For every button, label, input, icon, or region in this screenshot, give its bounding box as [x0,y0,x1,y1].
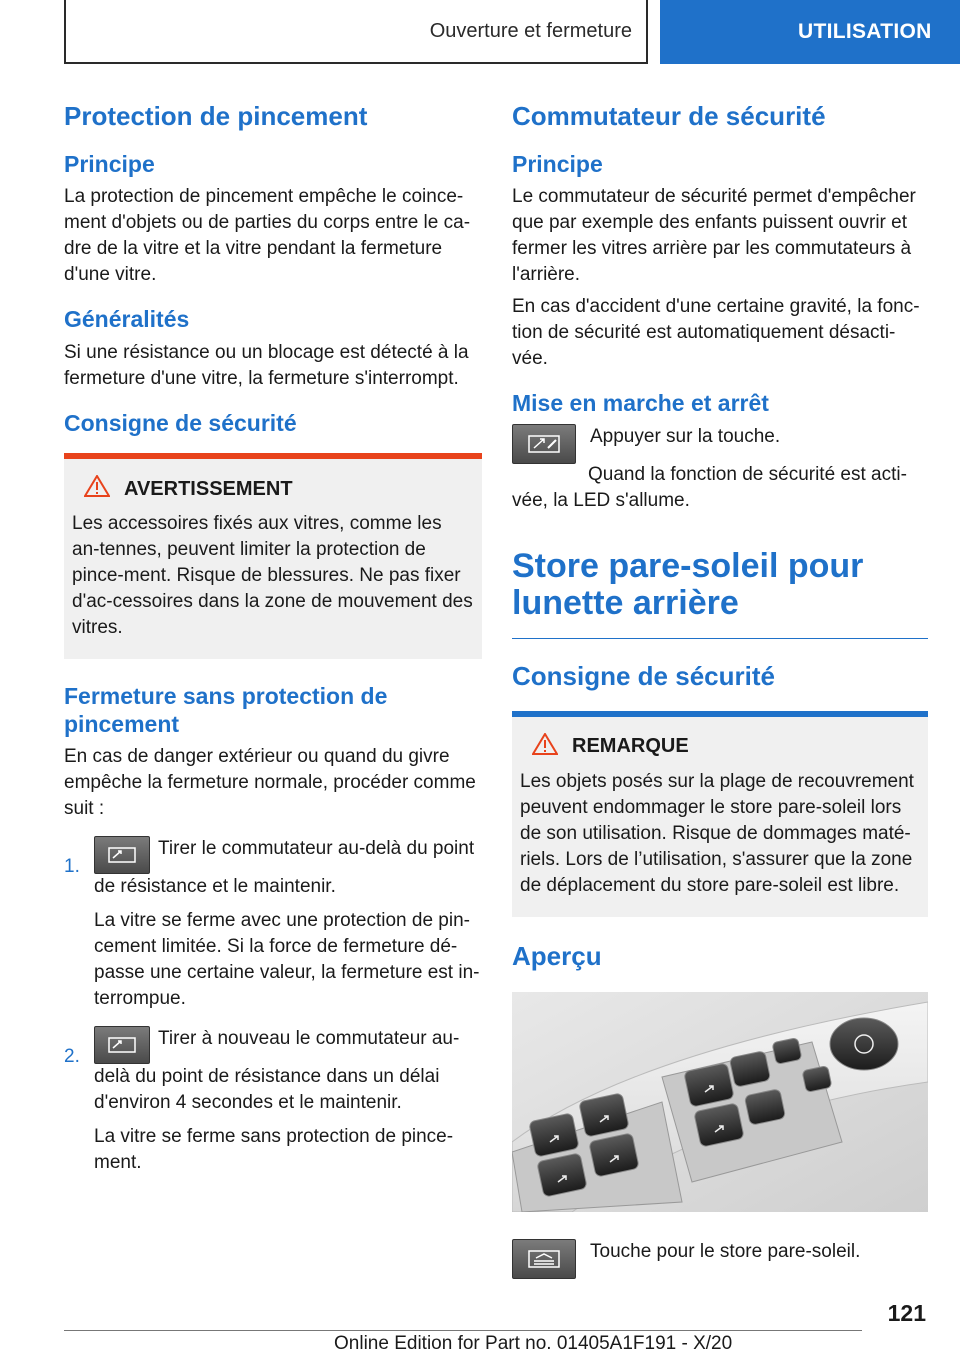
principe-text-2: En cas d'accident d'une certaine gravité, la fonc-tion de sécurité est automatiquement désacti-vée. [512,296,920,370]
store-title: Store pare-soleil pour lunette arrière [512,546,864,623]
touche-row [512,1239,928,1279]
step-text: Tirer à nouveau le commutateur au-delà du point de résistance dans un délai d'environ 4 secondes et le maintenir. [94,1028,460,1114]
header-section-title: Ouverture et fermeture [429,19,632,42]
fermeture-heading: Fermeture sans protection de pincement [64,683,388,737]
footer-divider [64,1330,862,1331]
consigne-heading: Consigne de sécurité [64,409,297,436]
principe-text: Le commutateur de sécurité permet d'empêcher que par exemple des enfants puissent ouvrir et fermer les vitres arrière par les commutateurs à l'arrière. [512,186,916,286]
footer-edition: Online Edition for Part no. 01405A1F191 - X/20 [334,1333,733,1354]
marche-row [512,424,928,464]
warning-title [72,475,474,503]
principe-heading: Principe [512,150,603,177]
left-column [64,100,482,1190]
header-section [64,0,648,64]
step-detail: La vitre se ferme avec une protection de pin-cement limitée. Si la force de fermeture dé-passe une certaine valeur, la fermeture est in-terrompue. [94,910,480,1010]
window-switch-icon [94,836,150,874]
generalites-text: Si une résistance ou un blocage est détecté à la fermeture d'une vitre, la fermeture s'interrompt. [64,341,469,389]
pinch-protection-title: Protection de pincement [64,101,368,131]
right-column [512,100,928,1279]
section-divider [512,638,928,639]
warning-triangle-icon [84,475,110,503]
principe-heading: Principe [64,150,155,177]
warning-title-label: AVERTISSEMENT [124,477,293,500]
page-number: 121 [887,1300,926,1326]
safety-switch-title: Commutateur de sécurité [512,101,826,131]
generalites-heading: Généralités [64,306,190,333]
header-chapter-label: UTILISATION [798,20,932,43]
step-detail: La vitre se ferme sans protection de pince-ment. [94,1126,454,1174]
steps-list [64,836,482,1176]
warning-triangle-icon [532,733,558,761]
window-switch-panel-photo [512,992,928,1212]
apercu-heading: Aperçu [512,940,602,971]
sunblind-button-icon [512,1239,576,1279]
step-number: 1. [64,856,80,878]
window-switch-icon [94,1026,150,1064]
note-title [520,733,920,761]
list-item [64,836,482,1012]
marche-heading: Mise en marche et arrêt [512,390,769,417]
principe-text: La protection de pincement empêche le coince-ment d'objets ou de parties du corps entre le ca-dre de la vitre et la vitre pendant la fermeture d'une vitre. [64,186,471,286]
marche-text-2: Quand la fonction de sécurité est acti-vée, la LED s'allume. [512,463,907,511]
marche-text: Appuyer sur la touche. [590,425,781,447]
header-chapter-tab[interactable] [660,0,960,64]
warning-box [64,453,482,659]
step-number: 2. [64,1046,80,1068]
list-item [64,1026,482,1176]
note-text: Les objets posés sur la plage de recouvrement peuvent endommager le store pare-soleil lors de son utilisation. Risque de dommages maté-riels. Lors de l’utilisation, s'assurer que la zone de déplacement du store pare-soleil est libre. [520,770,914,896]
step-text: Tirer le commutateur au-delà du point de résistance et le maintenir. [94,838,475,898]
fermeture-text: En cas de danger extérieur ou quand du givre empêche la fermeture normale, procéder comme suit : [64,746,476,820]
note-box [512,711,928,917]
warning-text: Les accessoires fixés aux vitres, comme les an-tennes, peuvent limiter la protection de pince-ment. Risque de blessures. Ne pas fixer d'ac-cessoires dans la zone de mouvement des vitres. [72,513,473,639]
safety-switch-icon [512,424,576,464]
touche-caption: Touche pour le store pare-soleil. [590,1240,861,1262]
store-consigne-heading: Consigne de sécurité [512,661,775,692]
note-title-label: REMARQUE [572,735,689,758]
